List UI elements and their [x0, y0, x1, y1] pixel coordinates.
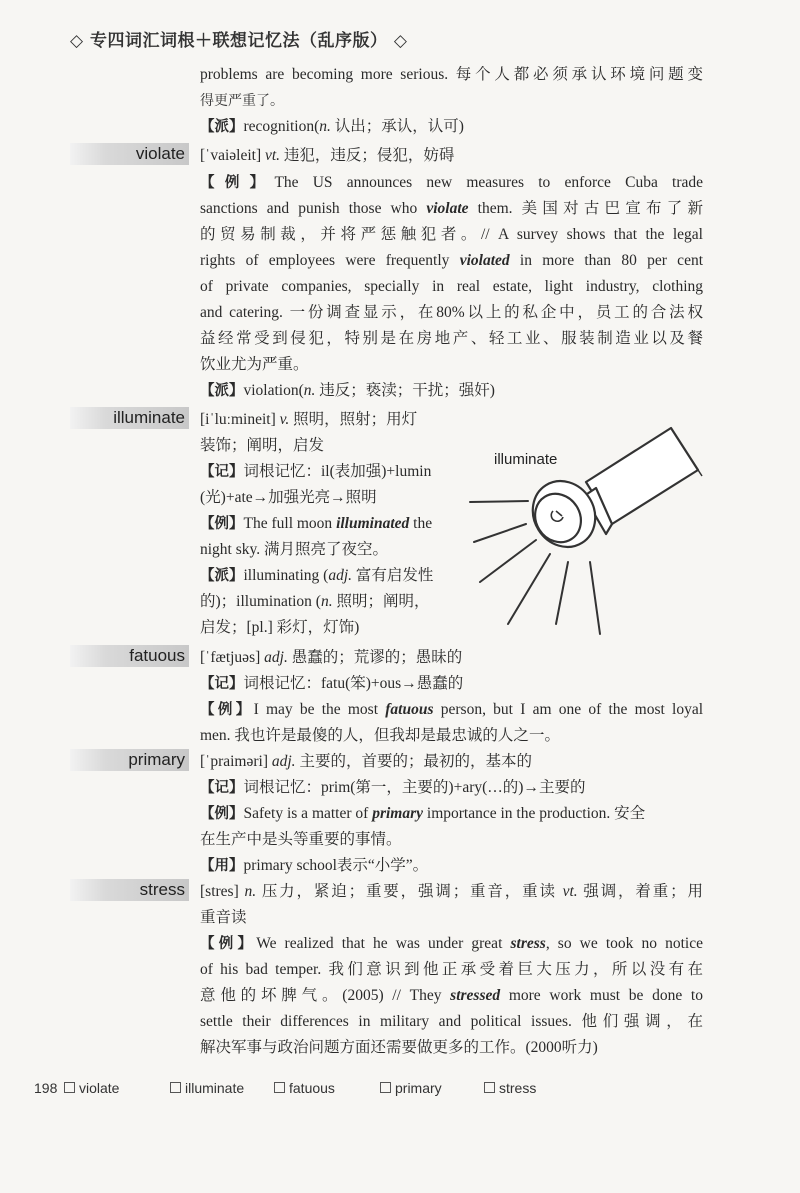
entry-headword-illuminate: illuminate	[70, 407, 189, 429]
page-number: 198	[34, 1080, 58, 1096]
entry-headword-fatuous: fatuous	[70, 645, 189, 667]
stress-example: 解决军事与政治问题方面还需要做更多的工作。(2000听力)	[200, 1039, 598, 1056]
illuminate-definition: [iˈluːmineit] v. 照明，照射；用灯	[200, 411, 418, 428]
illuminate-memory: 【记】词根记忆：il(表加强)+lumin	[200, 463, 432, 480]
primary-definition: [ˈpraiməri] adj. 主要的，首要的；最初的，基本的	[200, 753, 532, 770]
checkbox-icon[interactable]	[170, 1082, 181, 1093]
checkbox-icon[interactable]	[380, 1082, 391, 1093]
continuation-line: 得更严重了。	[200, 93, 284, 109]
illustration-label: illuminate	[494, 451, 558, 468]
entry-headword-primary: primary	[70, 749, 189, 771]
stress-example: settle their differences in military and political issues. 他们强调，在	[200, 1013, 703, 1030]
violate-derivation: 【派】violation(n. 违反；亵渎；干扰；强奸)	[200, 382, 495, 399]
illuminate-derivation: 【派】illuminating (adj. 富有启发性	[200, 567, 434, 584]
stress-example: of his bad temper. 我们意识到他正承受着巨大压力，所以没有在	[200, 961, 703, 978]
entry-headword-stress: stress	[70, 879, 189, 901]
fatuous-example: men. 我也许是最傻的人，但我却是最忠诚的人之一。	[200, 727, 560, 744]
diamond-icon: ◇	[70, 31, 84, 51]
violate-example: 饮业尤为严重。	[200, 356, 309, 373]
illuminate-definition: 装饰；阐明，启发	[200, 437, 325, 454]
violate-example: sanctions and punish those who violate them. 美国对古巴宣布了新	[200, 200, 703, 217]
violate-example: 【例】The US announces new measures to enforce Cuba trade	[200, 174, 704, 191]
checklist-item[interactable]: violate	[64, 1080, 119, 1096]
illuminate-example: 【例】The full moon illuminated the	[200, 515, 433, 532]
stress-definition: 重音读	[200, 909, 247, 926]
checklist-item[interactable]: illuminate	[170, 1080, 244, 1096]
checklist-item[interactable]: fatuous	[274, 1080, 335, 1096]
primary-example: 在生产中是头等重要的事情。	[200, 831, 402, 848]
checkbox-icon[interactable]	[64, 1082, 75, 1093]
checklist-item[interactable]: stress	[484, 1080, 536, 1096]
violate-example: 益经常受到侵犯，特别是在房地产、轻工业、服装制造业以及餐	[200, 330, 703, 347]
stress-definition: [stres] n. 压力，紧迫；重要，强调；重音，重读 vt. 强调，着重；用	[200, 883, 703, 900]
diamond-icon: ◇	[393, 31, 408, 51]
header-title: 专四词汇词根＋联想记忆法（乱序版）	[90, 31, 388, 51]
entry-headword-violate: violate	[70, 143, 189, 165]
violate-example: and catering. 一份调查显示，在80%以上的私企中，员工的合法权	[200, 304, 703, 321]
continuation-derivation: 【派】recognition(n. 认出；承认，认可)	[200, 118, 464, 135]
flashlight-icon	[521, 428, 702, 559]
violate-definition: [ˈvaiəleit] vt. 违犯，违反；侵犯，妨碍	[200, 147, 455, 164]
violate-example: rights of employees were frequently violated in more than 80 per cent	[200, 252, 703, 269]
book-header	[70, 26, 408, 51]
checkbox-icon[interactable]	[274, 1082, 285, 1093]
continuation-line: problems are becoming more serious. 每个人都必须承认环境问题变	[200, 66, 703, 83]
illuminate-derivation: 的)；illumination (n. 照明；阐明，	[200, 593, 430, 610]
illuminate-derivation: 启发；[pl.] 彩灯，灯饰)	[200, 619, 360, 636]
fatuous-example: 【例】I may be the most fatuous person, but I am one of the most loyal	[200, 701, 704, 718]
stress-example: 意他的坏脾气。(2005) // They stressed more work must be done to	[200, 987, 703, 1004]
stress-example: 【例】We realized that he was under great stress, so we took no notice	[200, 935, 703, 952]
checkbox-icon[interactable]	[484, 1082, 495, 1093]
illuminate-example: night sky. 满月照亮了夜空。	[200, 541, 389, 558]
flashlight-illustration	[466, 412, 726, 642]
fatuous-memory: 【记】词根记忆：fatu(笨)+ous→愚蠢的	[200, 675, 464, 692]
fatuous-definition: [ˈfætjuəs] adj. 愚蠢的；荒谬的；愚昧的	[200, 649, 463, 666]
illuminate-memory: (光)+ate→加强光亮→照明	[200, 489, 377, 506]
primary-usage: 【用】primary school表示“小学”。	[200, 857, 429, 874]
violate-example: 的贸易制裁，并将严惩触犯者。// A survey shows that the legal	[200, 226, 703, 243]
primary-memory: 【记】词根记忆：prim(第一，主要的)+ary(…的)→主要的	[200, 779, 586, 796]
checklist-item[interactable]: primary	[380, 1080, 442, 1096]
violate-example: of private companies, specially in real estate, light industry, clothing	[200, 278, 703, 295]
primary-example: 【例】Safety is a matter of primary importance in the production. 安全	[200, 805, 646, 822]
